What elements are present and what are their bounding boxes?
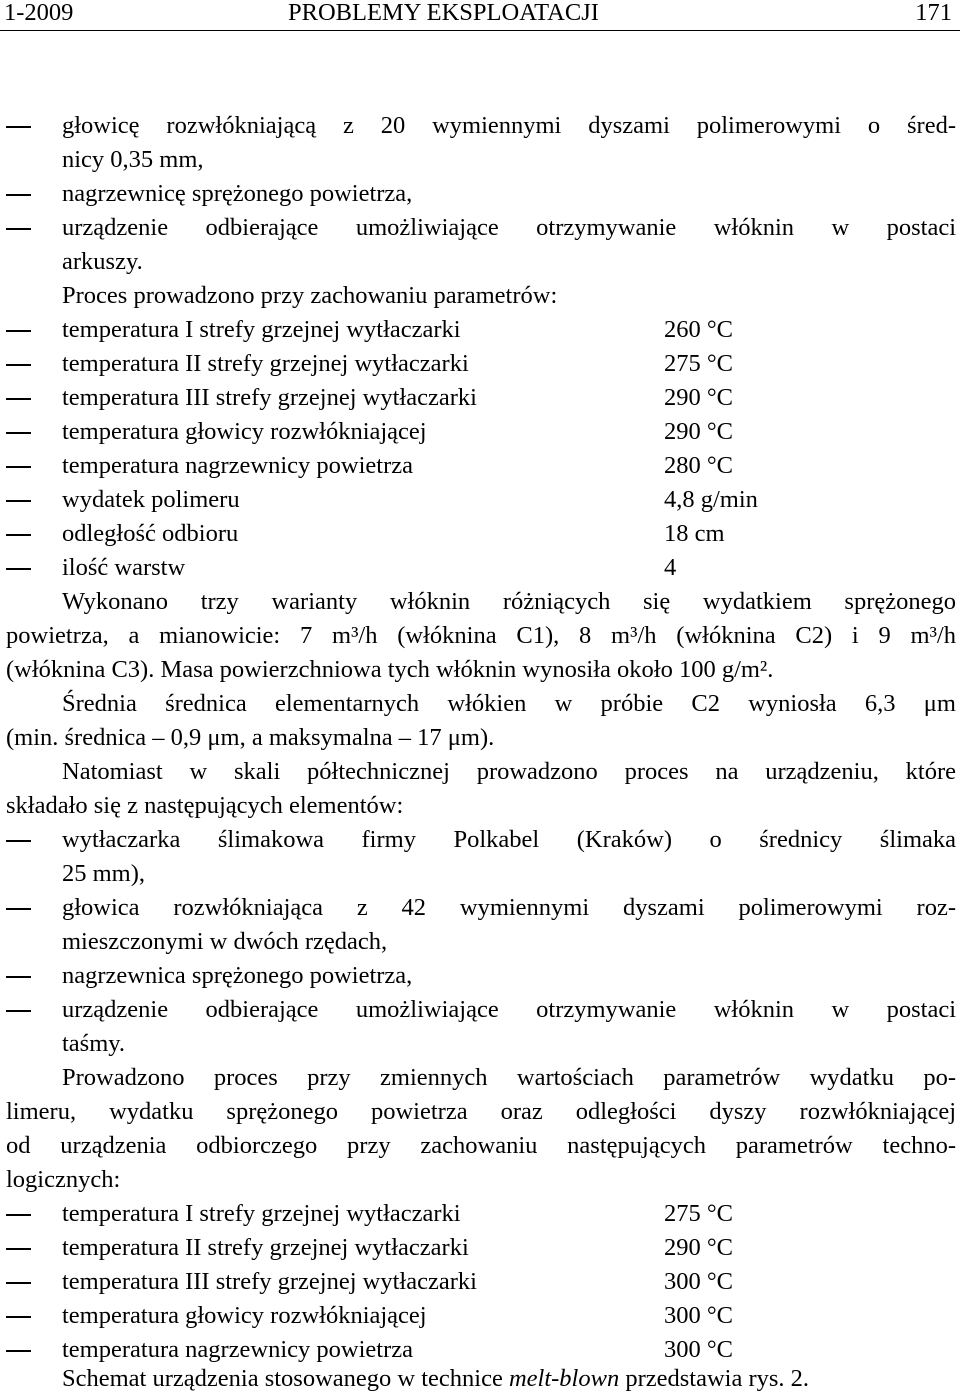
param-label: temperatura III strefy grzejnej wytłaczarki [62, 1268, 477, 1295]
dash-bullet [6, 1316, 31, 1318]
dash-bullet [6, 1350, 31, 1352]
issue-number: 1-2009 [4, 0, 74, 26]
paragraph-line: składało się z następujących elementów: [6, 792, 404, 819]
dash-bullet [6, 364, 31, 366]
sentence-start: Schemat urządzenia stosowanego w technice [62, 1365, 509, 1392]
dash-bullet [6, 500, 31, 502]
list-item: głowicę rozwłókniającą z 20 wymiennymi dyszami polimerowymi o śred- [62, 112, 956, 139]
param-label: temperatura I strefy grzejnej wytłaczarki [62, 1200, 461, 1227]
dash-bullet [6, 1282, 31, 1284]
param-label: wydatek polimeru [62, 486, 240, 513]
param-value: 280 °C [664, 452, 734, 479]
param-label: temperatura I strefy grzejnej wytłaczarki [62, 316, 461, 343]
dash-bullet [6, 534, 31, 536]
technique-name: melt-blown [508, 1365, 620, 1392]
list-item-continuation: arkuszy. [62, 248, 143, 275]
param-label: temperatura II strefy grzejnej wytłaczarki [62, 1234, 469, 1261]
list-item: nagrzewnicę sprężonego powietrza, [62, 180, 413, 207]
param-label: temperatura II strefy grzejnej wytłaczarki [62, 350, 469, 377]
param-label: temperatura głowicy rozwłókniającej [62, 1302, 427, 1329]
dash-bullet [6, 432, 31, 434]
param-value: 18 cm [664, 520, 725, 547]
param-label: temperatura III strefy grzejnej wytłaczarki [62, 384, 477, 411]
list-item: urządzenie odbierające umożliwiające otrzymywanie włóknin w postaci [62, 996, 956, 1023]
param-label: odległość odbioru [62, 520, 239, 547]
dash-bullet [6, 194, 31, 196]
paragraph-line: (min. średnica – 0,9 μm, a maksymalna – 17 μm). [6, 724, 495, 751]
sentence-end: przedstawia rys. 2. [619, 1365, 810, 1392]
list-item: urządzenie odbierające umożliwiające otrzymywanie włóknin w postaci [62, 214, 956, 241]
paragraph-line: Prowadzono proces przy zmiennych wartościach parametrów wydatku po- [62, 1064, 956, 1091]
page-number: 171 [915, 0, 952, 26]
paragraph-line: Średnia średnica elementarnych włókien w próbie C2 wyniosła 6,3 μm [62, 690, 956, 717]
paragraph-line: od urządzenia odbiorczego przy zachowaniu następujących parametrów techno- [6, 1132, 956, 1159]
param-label: temperatura nagrzewnicy powietrza [62, 1336, 413, 1363]
param-value: 290 °C [664, 384, 734, 411]
list-item: wytłaczarka ślimakowa firmy Polkabel (Kraków) o średnicy ślimaka [62, 826, 956, 853]
param-value: 290 °C [664, 1234, 734, 1261]
paragraph-line: (włóknina C3). Masa powierzchniowa tych włóknin wynosiła około 100 g/m². [6, 656, 774, 683]
dash-bullet [6, 330, 31, 332]
param-value: 300 °C [664, 1336, 734, 1363]
paragraph-line: logicznych: [6, 1166, 121, 1193]
dash-bullet [6, 568, 31, 570]
dash-bullet [6, 398, 31, 400]
journal-title: PROBLEMY EKSPLOATACJI [288, 0, 599, 26]
param-value: 275 °C [664, 350, 734, 377]
param-value: 300 °C [664, 1302, 734, 1329]
param-value: 300 °C [664, 1268, 734, 1295]
list-item: głowica rozwłókniająca z 42 wymiennymi dyszami polimerowymi roz- [62, 894, 956, 921]
param-label: ilość warstw [62, 554, 186, 581]
paragraph-line: Wykonano trzy warianty włóknin różniących się wydatkiem sprężonego [62, 588, 956, 615]
list-item-continuation: mieszczonymi w dwóch rzędach, [62, 928, 388, 955]
param-value: 4 [664, 554, 677, 581]
param-value: 275 °C [664, 1200, 734, 1227]
dash-bullet [6, 908, 31, 910]
paragraph-line: powietrza, a mianowicie: 7 m³/h (włóknina C1), 8 m³/h (włóknina C2) i 9 m³/h [6, 622, 956, 649]
param-value: 260 °C [664, 316, 734, 343]
paragraph-line: Natomiast w skali półtechnicznej prowadzono proces na urządzeniu, które [62, 758, 956, 785]
list-item-continuation: 25 mm), [62, 860, 146, 887]
paragraph-line: limeru, wydatku sprężonego powietrza oraz odległości dyszy rozwłókniającej [6, 1098, 956, 1125]
dash-bullet [6, 840, 31, 842]
dash-bullet [6, 126, 31, 128]
params-intro: Proces prowadzono przy zachowaniu parametrów: [62, 282, 558, 309]
dash-bullet [6, 1010, 31, 1012]
param-label: temperatura głowicy rozwłókniającej [62, 418, 427, 445]
running-header [0, 0, 960, 31]
list-item: nagrzewnica sprężonego powietrza, [62, 962, 413, 989]
dash-bullet [6, 228, 31, 230]
param-value: 4,8 g/min [664, 486, 758, 513]
param-value: 290 °C [664, 418, 734, 445]
dash-bullet [6, 1248, 31, 1250]
param-label: temperatura nagrzewnicy powietrza [62, 452, 413, 479]
dash-bullet [6, 1214, 31, 1216]
figure-reference-sentence [62, 1362, 956, 1396]
list-item-continuation: taśmy. [62, 1030, 126, 1057]
dash-bullet [6, 466, 31, 468]
list-item-continuation: nicy 0,35 mm, [62, 146, 204, 173]
dash-bullet [6, 976, 31, 978]
